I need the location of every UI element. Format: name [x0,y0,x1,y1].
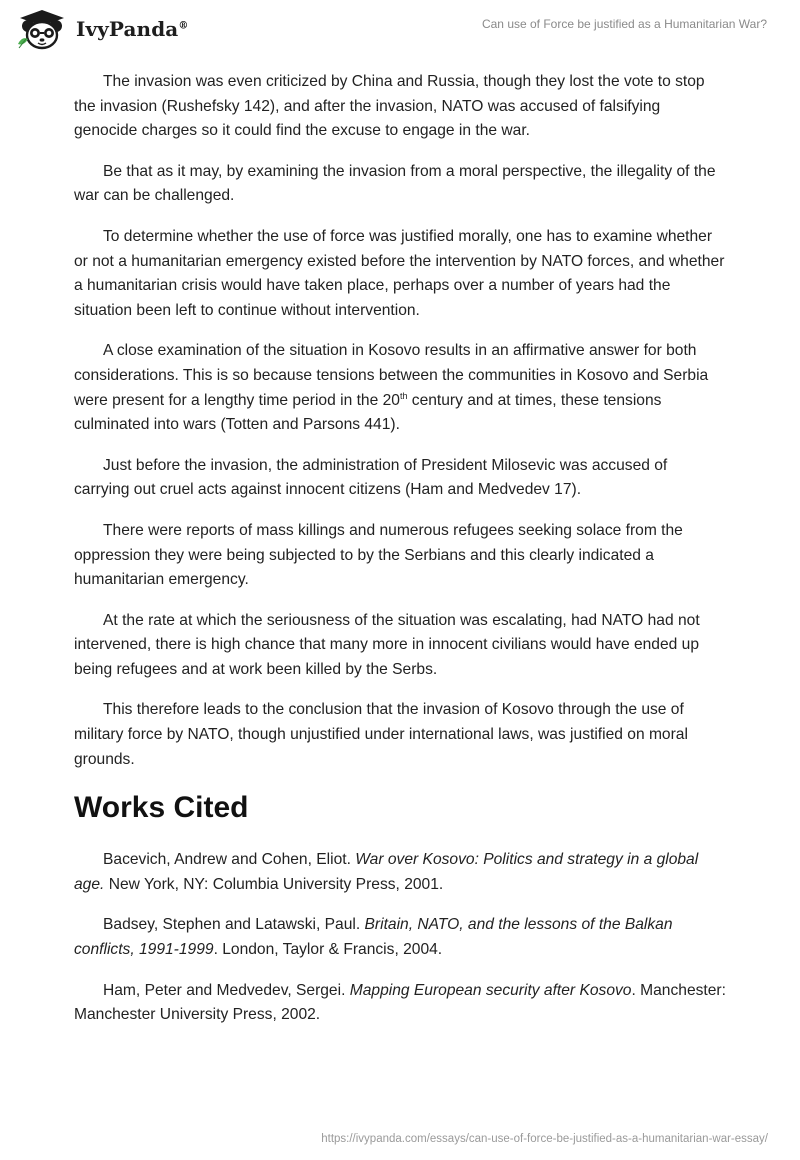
paragraph: There were reports of mass killings and numerous refugees seeking solace from the oppression they were being subjected to by the Serbians and this clearly indicated a humanitarian emergency. [74,521,683,589]
brand-name: IvyPanda® [76,17,189,41]
works-cited-heading: Works Cited [74,791,249,825]
essay-body [74,70,726,1044]
citation-publisher: . Manchester: Manchester University Press, 2002. [74,981,726,1024]
paragraph-text: A close examination of the situation in Kosovo results in an affirmative answer for both considerations. This is so because tensions between the communities in Kosovo and Serbia were present for a lengthy time period in the 20 [74,342,709,409]
citation-authors: Badsey, Stephen and Latawski, Paul. [103,916,365,934]
citation-title: War over Kosovo: Politics and strategy in a global age. [74,851,699,893]
citation-entry [74,913,726,962]
citation-title: Mapping European security after Kosovo [349,981,632,999]
document-title: Can use of Force be justified as a Humanitarian War? [481,17,767,31]
paragraph: The invasion was even criticized by China and Russia, though they lost the vote to stop the invasion (Rushefsky 142), and after the invasion, NATO was accused of falsifying genocide charges so it could find the excuse to engage in the war. [74,73,705,140]
source-url-link[interactable]: https://ivypanda.com/essays/can-use-of-force-be-justified-as-a-humanitarian-war-essay/ [321,1133,768,1145]
citation-authors: Ham, Peter and Medvedev, Sergei. [103,981,350,999]
citation-authors: Bacevich, Andrew and Cohen, Eliot. [103,851,356,869]
paragraph: To determine whether the use of force was justified morally, one has to examine whether or not a humanitarian emergency existed before the intervention by NATO forces, and whether a humanitarian crisis would have taken place, perhaps over a number of years had the situation been left to continue without intervention. [74,227,725,319]
citation-publisher: . London, Taylor & Francis, 2004. [213,941,443,959]
ivypanda-logo[interactable] [14,8,188,50]
ordinal-superscript: th [399,390,408,401]
panda-graduate-icon [14,8,70,50]
citation-entry [74,848,726,897]
page-header [0,0,800,64]
paragraph-text: century and at times, these tensions culminated into wars (Totten and Parsons 441). [74,391,662,434]
paragraph: At the rate at which the seriousness of the situation was escalating, had NATO had not intervened, there is high chance that many more in innocent civilians would have ended up being refugees and at work been killed by the Serbs. [74,611,700,678]
citation-publisher: New York, NY: Columbia University Press, 2001. [104,875,444,893]
paragraph [74,339,726,437]
citation-entry [74,979,726,1028]
paragraph: Be that as it may, by examining the invasion from a moral perspective, the illegality of the war can be challenged. [74,162,716,205]
paragraph: This therefore leads to the conclusion that the invasion of Kosovo through the use of military force by NATO, though unjustified under international laws, was justified on moral grounds. [74,701,688,768]
paragraph: Just before the invasion, the administration of President Milosevic was accused of carrying out cruel acts against innocent citizens (Ham and Medvedev 17). [74,456,668,499]
citation-title: Britain, NATO, and the lessons of the Balkan conflicts, 1991-1999 [74,916,673,959]
